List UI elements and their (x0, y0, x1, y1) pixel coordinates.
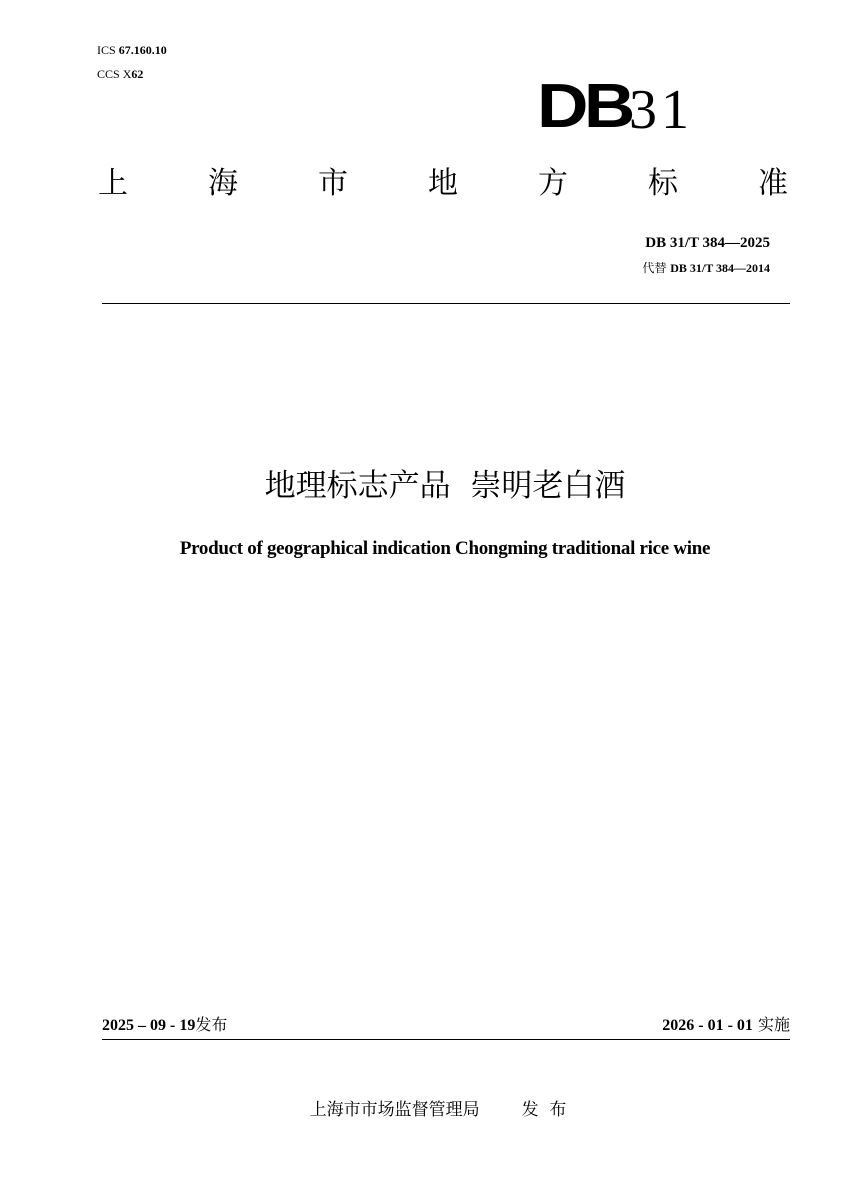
ics-label: ICS (97, 43, 116, 57)
standard-type-char: 市 (318, 166, 348, 201)
standard-type-char: 地 (428, 166, 458, 201)
header-divider (102, 303, 790, 304)
ccs-prefix: X (122, 67, 132, 81)
issue-date: 2025 – 09 - 19 (102, 1017, 196, 1034)
issue-suffix: 发布 (195, 1015, 228, 1034)
db-prefix: DB (537, 72, 631, 141)
issue-date-line (102, 1014, 227, 1037)
issuer-name: 上海市市场监督管理局 (309, 1100, 480, 1120)
replaces-label: 代替 (642, 261, 667, 275)
standard-type-char: 海 (208, 166, 238, 201)
db-standard-mark (537, 72, 693, 141)
implementation-date: 2026 - 01 - 01 (662, 1017, 753, 1034)
implementation-suffix: 实施 (757, 1015, 790, 1034)
ics-code: 67.160.10 (118, 43, 167, 57)
implementation-date-line (662, 1014, 790, 1037)
issuer-action: 发 布 (521, 1100, 567, 1120)
standard-type-heading (93, 164, 793, 204)
standard-type-char: 标 (648, 166, 678, 201)
replaces-number: DB 31/T 384—2014 (670, 261, 770, 275)
replaces-standard (642, 260, 770, 276)
standard-type-char: 准 (758, 166, 788, 201)
footer-divider (102, 1039, 790, 1040)
ccs-classification (97, 67, 143, 81)
ics-classification (97, 43, 167, 57)
db-region-code: 31 (629, 79, 693, 141)
standard-type-char: 上 (98, 166, 128, 201)
standard-type-char: 方 (538, 166, 568, 201)
ccs-code: 62 (131, 67, 144, 81)
ccs-label: CCS (97, 67, 120, 81)
document-title-en: Product of geographical indication Chongming traditional rice wine (179, 538, 711, 559)
standard-number: DB 31/T 384—2025 (645, 235, 770, 251)
document-title-zh: 地理标志产品 崇明老白酒 (264, 468, 626, 504)
issuer-line (0, 1098, 850, 1122)
